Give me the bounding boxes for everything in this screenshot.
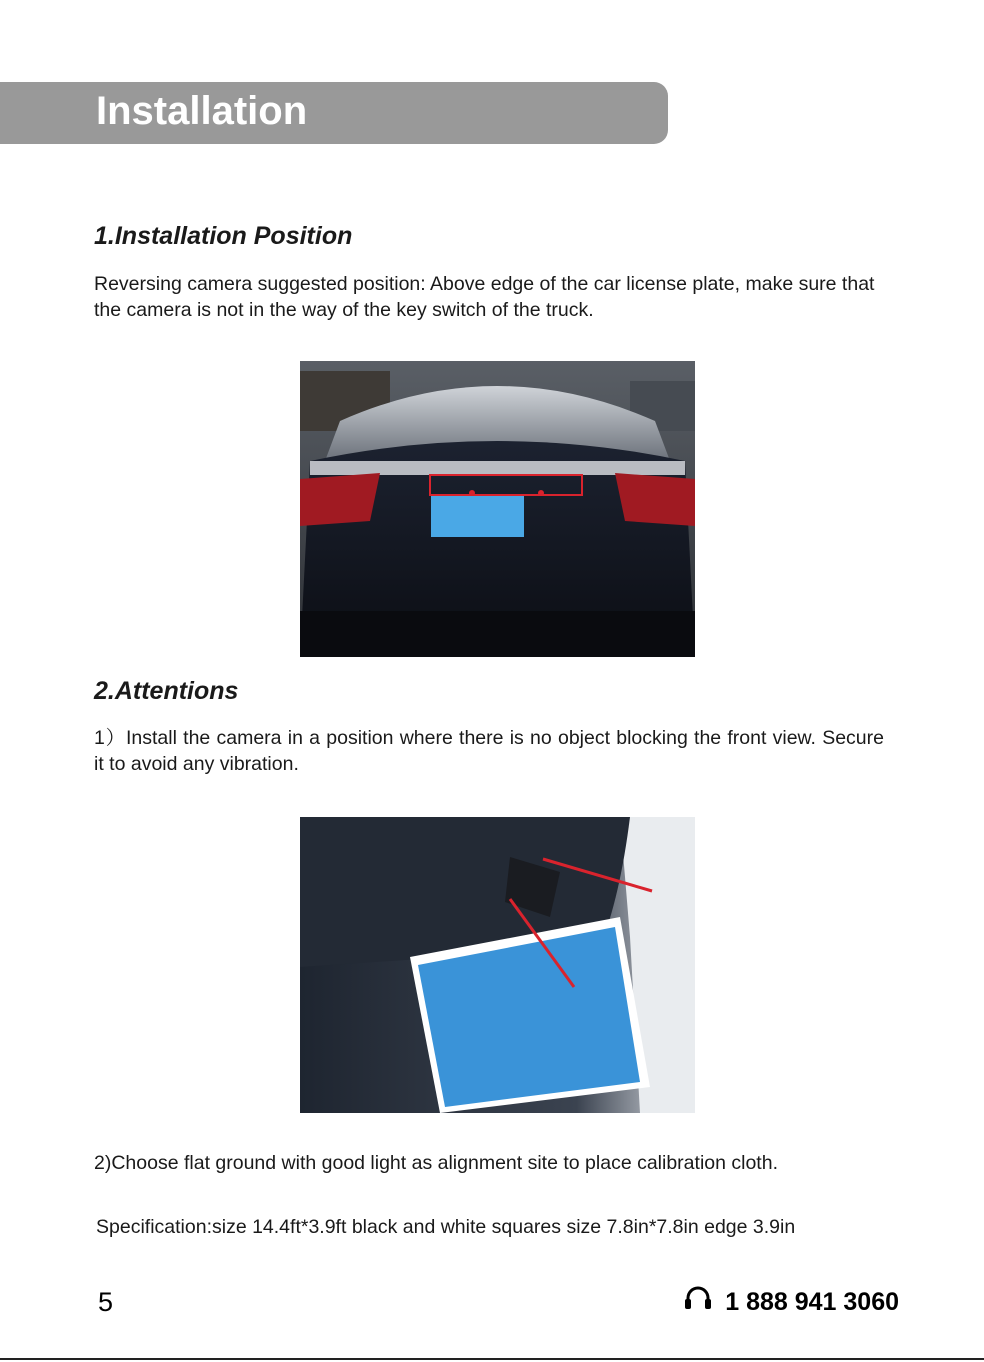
support-phone: [683, 1284, 899, 1321]
phone-number: 1 888 941 3060: [725, 1288, 899, 1316]
section2-heading: 2.Attentions: [94, 677, 239, 705]
page-title: Installation: [96, 89, 308, 133]
headset-icon: [683, 1284, 713, 1321]
specification-text: Specification:size 14.4ft*3.9ft black and white squares size 7.8in*7.8in edge 3.9in: [96, 1216, 796, 1238]
section2-item2: 2)Choose flat ground with good light as alignment site to place calibration cloth.: [94, 1152, 778, 1174]
section1-paragraph: Reversing camera suggested position: Above edge of the car license plate, make sure that the camera is not in the way of the key switch of the truck.: [94, 273, 875, 321]
bottom-rule: [0, 1358, 984, 1360]
car-rear-photo: [300, 361, 695, 657]
camera-mount-photo: [300, 817, 695, 1113]
section2-item1: 1）Install the camera in a position where there is no object blocking the front view. Secure it to avoid any vibration.: [94, 727, 884, 775]
page-number: 5: [98, 1287, 114, 1317]
section1-heading: 1.Installation Position: [94, 222, 353, 250]
